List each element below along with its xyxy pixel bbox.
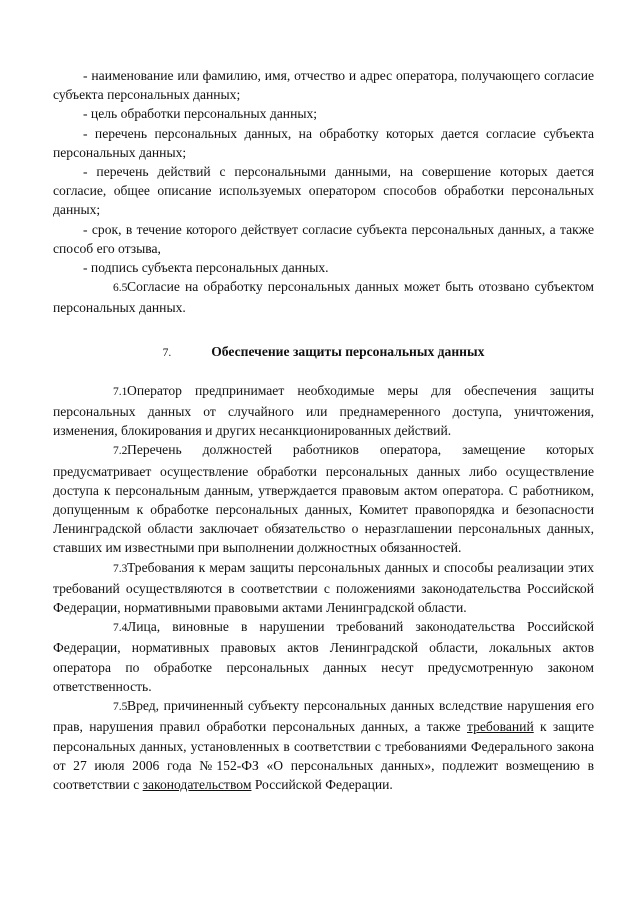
list-item: - наименование или фамилию, имя, отчество и адрес оператора, получающего согласие субъекта персональных данных; bbox=[53, 68, 594, 103]
legislation-link[interactable]: законодательством bbox=[142, 776, 252, 792]
clause-text: Оператор предпринимает необходимые меры для обеспечения защиты персональных данных от случайного или преднамеренного доступа, уничтожения, изменения, блокирования и других несанкционированных действий. bbox=[53, 382, 594, 439]
clause-text: Согласие на обработку персональных данных может быть отозвано субъектом персональных данных. bbox=[53, 279, 594, 316]
clause-7-2 bbox=[53, 440, 594, 557]
clause-text: Перечень должностей работников оператора, замещение которых предусматривает осуществление обработки персональных данных либо осуществление доступа к персональным данным, утверждается правовым актом оператора. С работником, допущенным к обработке персональных данных, Комитет правопорядка и безопасности Ленинградской области заключает обязательство о неразглашении персональных данных, ставших им известными при выполнении должностных обязанностей. bbox=[53, 442, 594, 556]
clause-number: 7.1 bbox=[113, 385, 128, 398]
list-item: - срок, в течение которого действует согласие субъекта персональных данных, а также способ его отзыва, bbox=[53, 221, 594, 256]
clause-text: Российской Федерации. bbox=[251, 776, 393, 792]
section-heading bbox=[53, 342, 594, 363]
list-item: - подпись субъекта персональных данных. bbox=[83, 260, 329, 276]
clause-text: Вред, причиненный субъекту персональных данных вследствие нарушения его прав, нарушения правил обработки персональных данных, а также bbox=[53, 698, 594, 735]
clause-number: 7.4 bbox=[113, 622, 128, 635]
section-number: 7. bbox=[162, 346, 172, 359]
clause-number: 7.5 bbox=[113, 701, 128, 714]
clause-6-5 bbox=[53, 277, 594, 317]
section-title: Обеспечение защиты персональных данных bbox=[211, 343, 485, 359]
requirements-link[interactable]: требований bbox=[466, 719, 534, 735]
clause-number: 7.2 bbox=[113, 445, 128, 458]
clause-text: Лица, виновные в нарушении требований законодательства Российской Федерации, нормативных правовых актов Ленинградской области, локальных актов оператора по обработке персональных данных несут предусмотренную законом ответственность. bbox=[53, 619, 594, 694]
clause-text: Требования к мерам защиты персональных данных и способы реализации этих требований осуществляются в соответствии с положениями законодательства Российской Федерации, нормативными правовыми актами Ленинградской области. bbox=[53, 559, 594, 616]
list-item: - перечень персональных данных, на обработку которых дается согласие субъекта персональных данных; bbox=[53, 125, 594, 160]
clause-text: к защите персональных данных, установленных в соответствии с требованиями Федерального закона от 27 июля 2006 года №152-ФЗ «О персональных данных», подлежит возмещению в соответствии с bbox=[53, 719, 594, 792]
clause-7-5 bbox=[53, 696, 594, 794]
list-item: - перечень действий с персональными данными, на совершение которых дается согласие, общее описание используемых оператором способов обработки персональных данных; bbox=[53, 164, 594, 218]
clause-7-4 bbox=[53, 617, 594, 696]
clause-7-3 bbox=[53, 558, 594, 618]
clause-7-1 bbox=[53, 381, 594, 441]
list-item: - цель обработки персональных данных; bbox=[83, 106, 318, 122]
clause-number: 7.3 bbox=[113, 562, 128, 575]
clause-number: 6.5 bbox=[113, 282, 128, 295]
